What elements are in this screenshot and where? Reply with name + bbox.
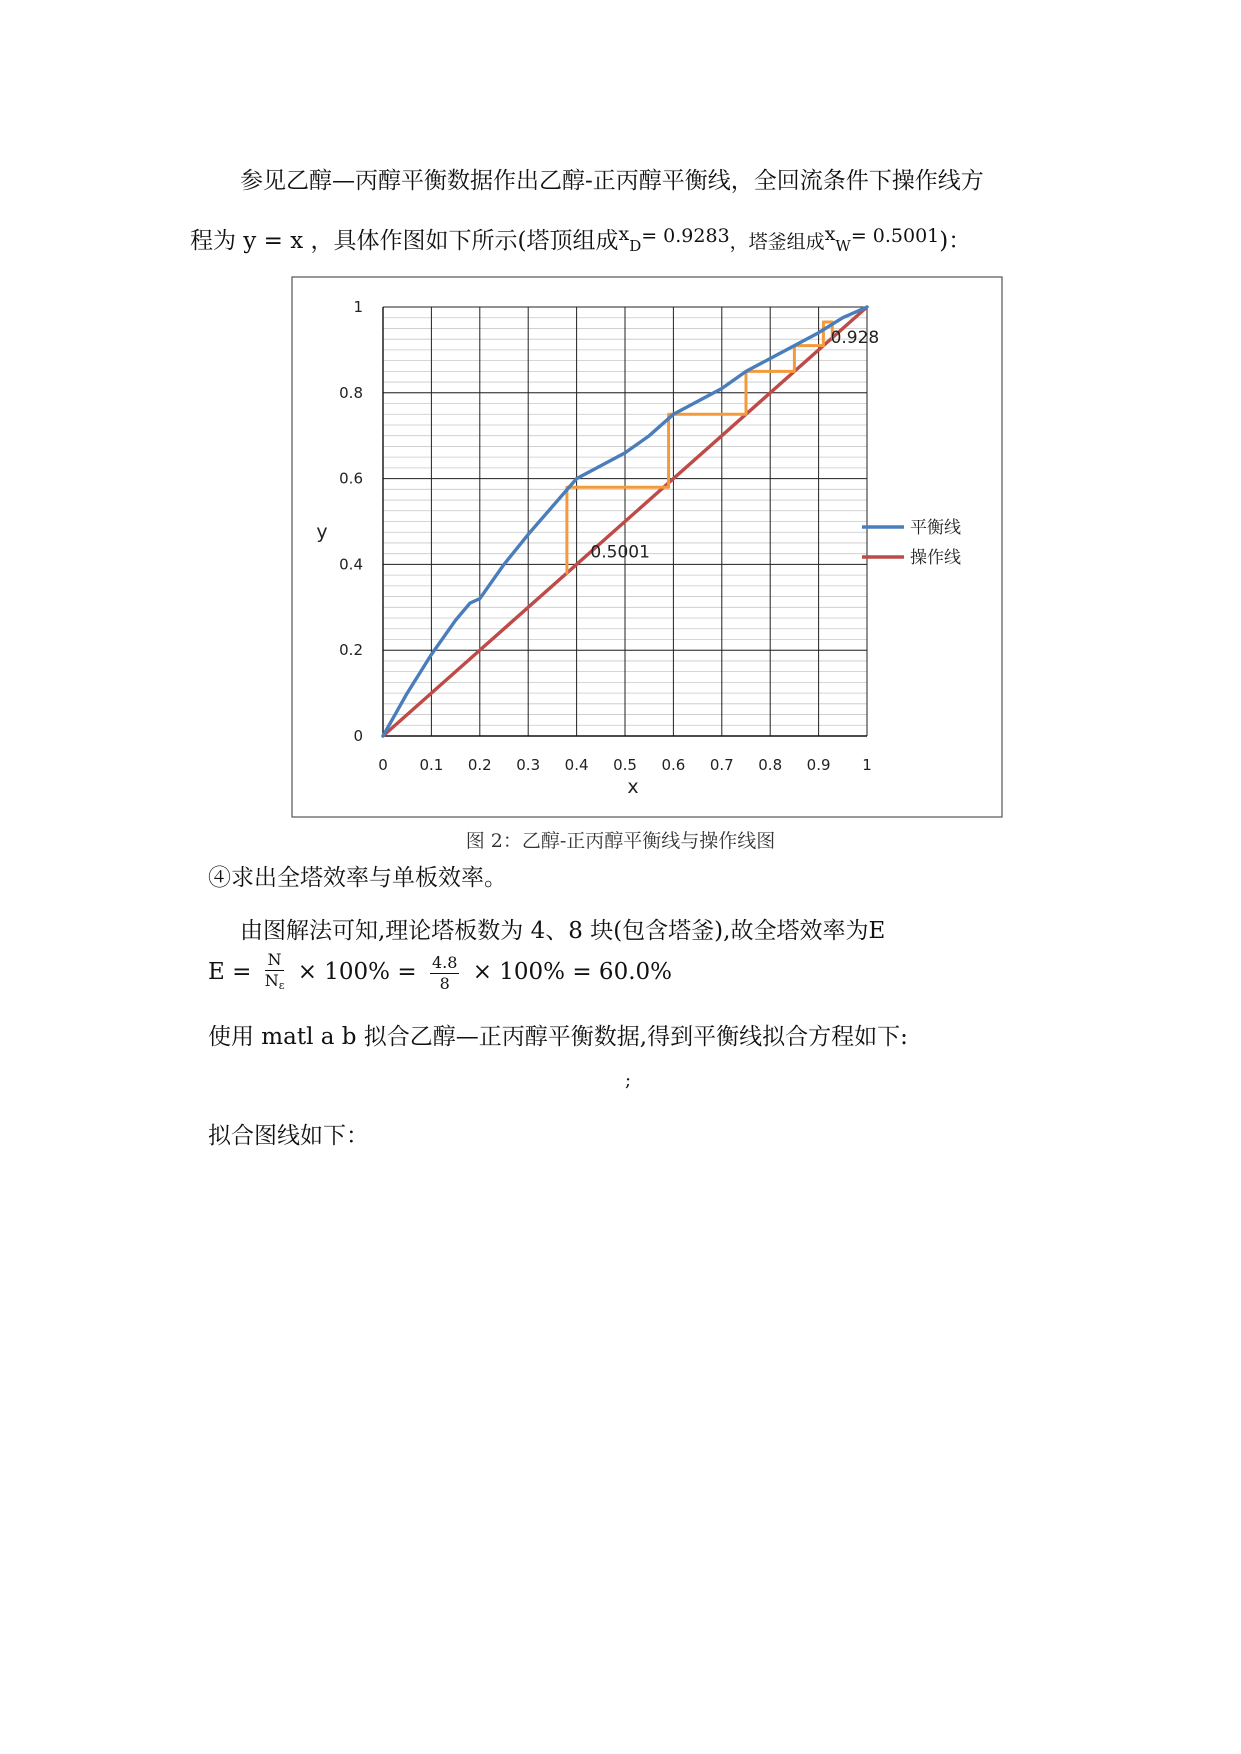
fraction-1-denominator [265,971,285,996]
intro-line-1: 参见乙醇—丙醇平衡数据作出乙醇-正丙醇平衡线，全回流条件下操作线方 [240,168,984,194]
paragraph-matlab: 使用 matl a b 拟合乙醇—正丙醇平衡数据,得到平衡线拟合方程如下: [208,1024,908,1050]
y-tick-label: 0 [353,727,363,745]
figure-caption: 图 2：乙醇-正丙醇平衡线与操作线图 [465,830,776,852]
paragraph-plates: 由图解法可知,理论塔板数为 4、8 块(包含塔釜),故全塔效率为E [240,918,886,944]
fraction-1-den-sub: ε [278,979,285,992]
xw-value: = 0.5001 [850,225,940,247]
section-4-heading: ④求出全塔效率与单板效率。 [208,865,507,891]
data-annotation: 0.928 [830,328,880,349]
y-tick-label: 0.4 [339,555,363,574]
intro-line-2-prefix: 程为 y = x ，具体作图如下所示(塔顶组成 [190,228,619,254]
formula-times-1: × 100% = [297,959,417,985]
formula-fraction-1 [265,950,285,996]
y-tick-label: 0.2 [339,641,363,660]
formula-fraction-2 [430,953,459,994]
x-tick-label: 0 [378,756,388,774]
xd-subscript: D [629,237,642,255]
x-tick-label: 0.3 [516,756,541,774]
x-tick-label: 0.8 [758,756,783,774]
x-tick-label: 0.1 [419,756,444,774]
equilibrium-chart [0,0,1241,820]
intro-line-2-suffix: )： [939,228,972,254]
xw-symbol: x [824,223,836,245]
x-tick-label: 0.6 [661,756,686,774]
y-tick-label: 0.8 [339,383,363,402]
efficiency-formula [208,950,672,996]
x-tick-label: 0.5 [613,756,637,774]
x-tick-label: 1 [862,756,872,774]
formula-times-2: × 100% = 60.0% [472,959,672,985]
y-axis-label: y [316,521,328,543]
xd-symbol: x [618,223,630,245]
y-tick-label: 1 [353,298,363,316]
legend-label: 平衡线 [910,518,961,538]
y-tick-label: 0.6 [339,469,363,488]
fraction-1-den-main: N [264,971,279,990]
fraction-2-denominator: 8 [439,973,450,993]
data-annotation: 0.5001 [590,542,650,563]
formula-lhs: E = [208,959,252,985]
x-tick-label: 0.2 [467,756,492,774]
fraction-2-numerator: 4.8 [431,952,458,972]
intro-between: ，塔釜组成 [729,231,825,253]
fit-equation-semicolon: ; [625,1070,632,1091]
x-axis-label: x [627,776,639,798]
xw-subscript: W [835,237,851,255]
paragraph-fit-plot: 拟合图线如下： [208,1123,369,1149]
x-tick-label: 0.4 [564,756,589,774]
xd-value: = 0.9283 [641,225,730,247]
x-tick-label: 0.7 [709,756,734,774]
fraction-1-numerator: N [265,950,285,971]
x-tick-label: 0.9 [806,756,831,774]
legend-label: 操作线 [910,548,961,568]
